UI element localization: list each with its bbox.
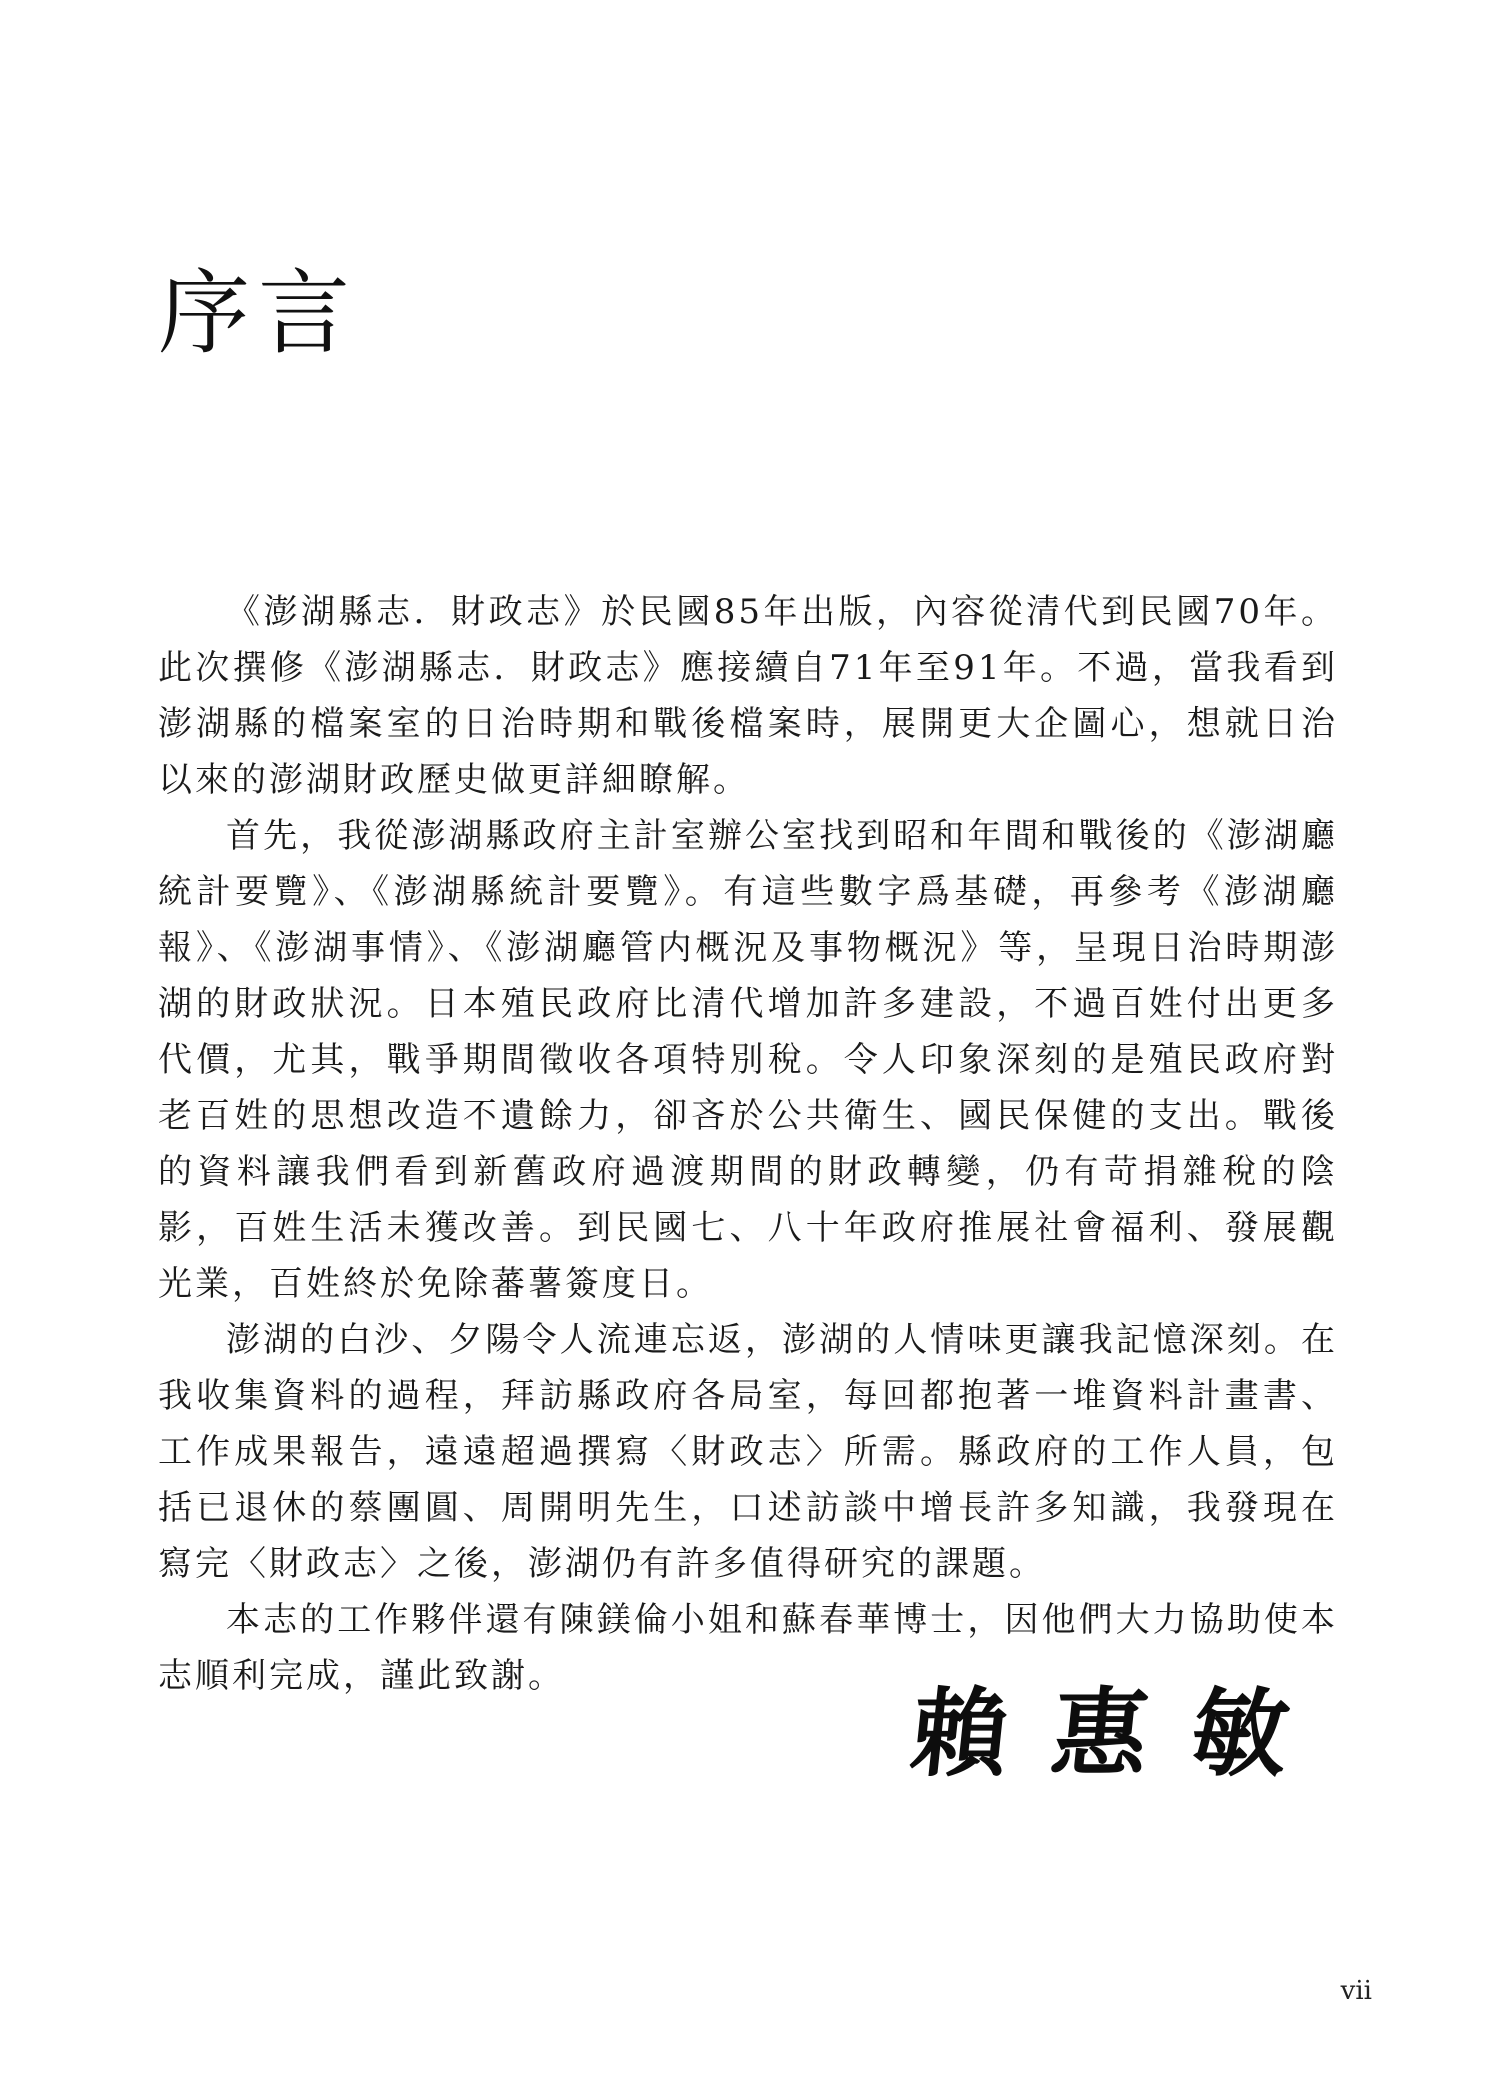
- preface-body: [158, 584, 1338, 1704]
- paragraph-2: 首先，我從澎湖縣政府主計室辦公室找到昭和年間和戰後的《澎湖廳統計要覽》、《澎湖縣統計要覽》。有這些數字爲基礎，再參考《澎湖廳報》、《澎湖事情》、《澎湖廳管内概況及事物概況》等，呈現日治時期澎湖的財政狀況。日本殖民政府比清代增加許多建設，不過百姓付出更多代價，尤其，戰爭期間徵收各項特別稅。令人印象深刻的是殖民政府對老百姓的思想改造不遺餘力，卻吝於公共衛生、國民保健的支出。戰後的資料讓我們看到新舊政府過渡期間的財政轉變，仍有苛捐雜稅的陰影，百姓生活未獲改善。到民國七、八十年政府推展社會福利、發展觀光業，百姓終於免除蕃薯簽度日。: [158, 816, 1338, 1304]
- author-signature: 賴惠敏: [906, 1677, 1338, 1790]
- paragraph-4: 本志的工作夥伴還有陳鎂倫小姐和蘇春華博士，因他們大力協助使本志順利完成，謹此致謝。: [158, 1600, 1338, 1696]
- paragraph-3: 澎湖的白沙、夕陽令人流連忘返，澎湖的人情味更讓我記憶深刻。在我收集資料的過程，拜訪縣政府各局室，每回都抱著一堆資料計畫書、工作成果報告，遠遠超過撰寫〈財政志〉所需。縣政府的工作人員，包括已退休的蔡團圓、周開明先生，口述訪談中增長許多知識，我發現在寫完〈財政志〉之後，澎湖仍有許多值得研究的課題。: [158, 1320, 1338, 1584]
- paragraph-1: 《澎湖縣志．財政志》於民國85年出版，內容從清代到民國70年。此次撰修《澎湖縣志．財政志》應接續自71年至91年。不過，當我看到澎湖縣的檔案室的日治時期和戰後檔案時，展開更大企圖心，想就日治以來的澎湖財政歷史做更詳細瞭解。: [158, 592, 1338, 800]
- page-title: 序言: [158, 260, 359, 367]
- page-number: vii: [1340, 1976, 1372, 2006]
